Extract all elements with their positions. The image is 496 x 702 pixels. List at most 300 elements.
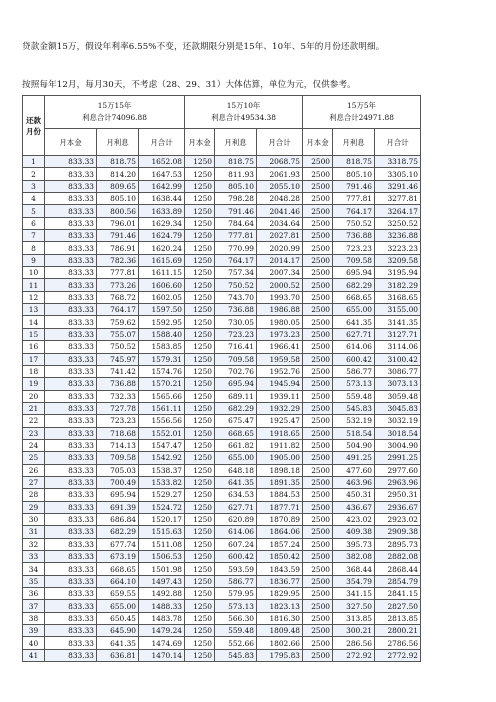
value-cell: 833.33 <box>45 353 97 365</box>
value-cell: 1515.63 <box>139 526 185 538</box>
value-cell: 764.17 <box>97 304 139 316</box>
table-row <box>23 551 421 563</box>
value-cell: 2500 <box>303 328 333 340</box>
month-cell: 1 <box>23 156 45 168</box>
value-cell: 833.33 <box>45 551 97 563</box>
table-row <box>23 304 421 316</box>
value-cell: 833.33 <box>45 513 97 525</box>
value-cell: 1250 <box>185 476 215 488</box>
value-cell: 3305.10 <box>375 168 421 180</box>
value-cell: 791.46 <box>215 205 257 217</box>
value-cell: 3141.35 <box>375 316 421 328</box>
table-row <box>23 526 421 538</box>
value-cell: 2500 <box>303 279 333 291</box>
value-cell: 659.55 <box>97 588 139 600</box>
value-cell: 664.10 <box>97 575 139 587</box>
month-cell: 22 <box>23 415 45 427</box>
value-cell: 1602.05 <box>139 291 185 303</box>
value-cell: 2500 <box>303 600 333 612</box>
value-cell: 559.48 <box>333 390 375 402</box>
value-cell: 1633.89 <box>139 205 185 217</box>
value-cell: 800.56 <box>97 205 139 217</box>
value-cell: 709.58 <box>97 452 139 464</box>
value-cell: 833.33 <box>45 402 97 414</box>
value-cell: 757.34 <box>215 267 257 279</box>
value-cell: 586.77 <box>215 575 257 587</box>
value-cell: 614.06 <box>215 526 257 538</box>
month-cell: 9 <box>23 254 45 266</box>
value-cell: 818.75 <box>333 156 375 168</box>
table-row <box>23 513 421 525</box>
value-cell: 3114.06 <box>375 341 421 353</box>
value-cell: 313.85 <box>333 612 375 624</box>
value-cell: 1250 <box>185 551 215 563</box>
table-row <box>23 415 421 427</box>
value-cell: 2500 <box>303 538 333 550</box>
value-cell: 1250 <box>185 452 215 464</box>
value-cell: 341.15 <box>333 588 375 600</box>
value-cell: 1250 <box>185 464 215 476</box>
value-cell: 1250 <box>185 365 215 377</box>
value-cell: 716.41 <box>215 341 257 353</box>
value-cell: 1891.35 <box>257 476 303 488</box>
group-header-5y <box>303 96 421 129</box>
value-cell: 809.65 <box>97 180 139 192</box>
value-cell: 833.33 <box>45 390 97 402</box>
value-cell: 1620.24 <box>139 242 185 254</box>
group-subtitle-15y: 利息合计74096.88 <box>82 113 147 122</box>
value-cell: 798.28 <box>215 193 257 205</box>
value-cell: 833.33 <box>45 415 97 427</box>
value-cell: 2500 <box>303 489 333 501</box>
value-cell: 833.33 <box>45 452 97 464</box>
intro-line-1: 贷款金额15万，假设年利率6.55%不变，还款期限分别是15年、10年、5年的月份还款明细。 <box>22 42 385 52</box>
month-cell: 40 <box>23 637 45 649</box>
value-cell: 2800.21 <box>375 625 421 637</box>
value-cell: 2034.64 <box>257 217 303 229</box>
month-cell: 36 <box>23 588 45 600</box>
month-cell: 2 <box>23 168 45 180</box>
value-cell: 732.33 <box>97 390 139 402</box>
value-cell: 504.90 <box>333 439 375 451</box>
value-cell: 2500 <box>303 193 333 205</box>
value-cell: 673.19 <box>97 551 139 563</box>
value-cell: 661.82 <box>215 439 257 451</box>
month-row-header <box>23 96 45 156</box>
value-cell: 2813.85 <box>375 612 421 624</box>
table-row <box>23 464 421 476</box>
value-cell: 2909.38 <box>375 526 421 538</box>
table-row <box>23 402 421 414</box>
table-row <box>23 501 421 513</box>
month-cell: 38 <box>23 612 45 624</box>
value-cell: 272.92 <box>333 649 375 661</box>
value-cell: 2500 <box>303 575 333 587</box>
value-cell: 1250 <box>185 402 215 414</box>
table-row <box>23 489 421 501</box>
value-cell: 655.00 <box>215 452 257 464</box>
value-cell: 1250 <box>185 316 215 328</box>
value-cell: 833.33 <box>45 439 97 451</box>
value-cell: 1939.11 <box>257 390 303 402</box>
value-cell: 1624.79 <box>139 230 185 242</box>
value-cell: 2027.81 <box>257 230 303 242</box>
value-cell: 1511.08 <box>139 538 185 550</box>
value-cell: 1829.95 <box>257 588 303 600</box>
value-cell: 327.50 <box>333 600 375 612</box>
value-cell: 634.53 <box>215 489 257 501</box>
value-cell: 1250 <box>185 489 215 501</box>
value-cell: 1250 <box>185 353 215 365</box>
value-cell: 1857.24 <box>257 538 303 550</box>
col-header: 月利息 <box>333 129 375 156</box>
value-cell: 833.33 <box>45 649 97 661</box>
value-cell: 814.20 <box>97 168 139 180</box>
value-cell: 2000.52 <box>257 279 303 291</box>
value-cell: 552.66 <box>215 637 257 649</box>
value-cell: 3195.94 <box>375 267 421 279</box>
value-cell: 1250 <box>185 217 215 229</box>
value-cell: 477.60 <box>333 464 375 476</box>
value-cell: 833.33 <box>45 341 97 353</box>
month-cell: 35 <box>23 575 45 587</box>
value-cell: 636.81 <box>97 649 139 661</box>
value-cell: 1652.08 <box>139 156 185 168</box>
table-row <box>23 168 421 180</box>
value-cell: 2500 <box>303 526 333 538</box>
value-cell: 1642.99 <box>139 180 185 192</box>
value-cell: 1524.72 <box>139 501 185 513</box>
value-cell: 1809.48 <box>257 625 303 637</box>
value-cell: 2827.50 <box>375 600 421 612</box>
value-cell: 736.88 <box>215 304 257 316</box>
table-row <box>23 341 421 353</box>
value-cell: 723.23 <box>333 242 375 254</box>
value-cell: 1877.71 <box>257 501 303 513</box>
value-cell: 1250 <box>185 588 215 600</box>
month-cell: 18 <box>23 365 45 377</box>
value-cell: 1629.34 <box>139 217 185 229</box>
value-cell: 1647.53 <box>139 168 185 180</box>
value-cell: 286.56 <box>333 637 375 649</box>
value-cell: 655.00 <box>97 600 139 612</box>
value-cell: 1905.00 <box>257 452 303 464</box>
month-cell: 41 <box>23 649 45 661</box>
value-cell: 1986.88 <box>257 304 303 316</box>
table-row <box>23 267 421 279</box>
value-cell: 764.17 <box>333 205 375 217</box>
month-cell: 26 <box>23 464 45 476</box>
table-row <box>23 180 421 192</box>
value-cell: 1250 <box>185 254 215 266</box>
table-row <box>23 205 421 217</box>
value-cell: 2500 <box>303 649 333 661</box>
value-cell: 1583.85 <box>139 341 185 353</box>
value-cell: 700.49 <box>97 476 139 488</box>
value-cell: 1870.89 <box>257 513 303 525</box>
value-cell: 641.35 <box>215 476 257 488</box>
col-header: 月合计 <box>375 129 421 156</box>
value-cell: 773.26 <box>97 279 139 291</box>
value-cell: 1556.56 <box>139 415 185 427</box>
value-cell: 755.07 <box>97 328 139 340</box>
value-cell: 2772.92 <box>375 649 421 661</box>
value-cell: 573.13 <box>333 378 375 390</box>
value-cell: 627.71 <box>333 328 375 340</box>
value-cell: 833.33 <box>45 427 97 439</box>
value-cell: 727.78 <box>97 402 139 414</box>
value-cell: 491.25 <box>333 452 375 464</box>
value-cell: 1250 <box>185 390 215 402</box>
value-cell: 1479.24 <box>139 625 185 637</box>
value-cell: 1843.59 <box>257 563 303 575</box>
table-row <box>23 390 421 402</box>
value-cell: 2500 <box>303 464 333 476</box>
month-cell: 30 <box>23 513 45 525</box>
value-cell: 682.29 <box>97 526 139 538</box>
value-cell: 607.24 <box>215 538 257 550</box>
month-cell: 37 <box>23 600 45 612</box>
value-cell: 691.39 <box>97 501 139 513</box>
value-cell: 818.75 <box>215 156 257 168</box>
table-row <box>23 279 421 291</box>
value-cell: 702.76 <box>215 365 257 377</box>
value-cell: 796.01 <box>97 217 139 229</box>
value-cell: 1993.70 <box>257 291 303 303</box>
value-cell: 1250 <box>185 649 215 661</box>
month-cell: 27 <box>23 476 45 488</box>
table-row <box>23 439 421 451</box>
value-cell: 1250 <box>185 304 215 316</box>
value-cell: 2500 <box>303 637 333 649</box>
table-row <box>23 217 421 229</box>
value-cell: 545.83 <box>215 649 257 661</box>
value-cell: 1542.92 <box>139 452 185 464</box>
value-cell: 791.46 <box>333 180 375 192</box>
value-cell: 677.74 <box>97 538 139 550</box>
value-cell: 1816.30 <box>257 612 303 624</box>
value-cell: 436.67 <box>333 501 375 513</box>
value-cell: 668.65 <box>97 563 139 575</box>
value-cell: 3100.42 <box>375 353 421 365</box>
value-cell: 833.33 <box>45 575 97 587</box>
value-cell: 2895.73 <box>375 538 421 550</box>
value-cell: 3168.65 <box>375 291 421 303</box>
value-cell: 1250 <box>185 230 215 242</box>
value-cell: 833.33 <box>45 217 97 229</box>
value-cell: 600.42 <box>215 551 257 563</box>
table-row <box>23 156 421 168</box>
col-header: 月利息 <box>215 129 257 156</box>
month-cell: 11 <box>23 279 45 291</box>
value-cell: 2500 <box>303 365 333 377</box>
value-cell: 2977.60 <box>375 464 421 476</box>
col-header: 月合计 <box>257 129 303 156</box>
group-title-10y: 15万10年 <box>226 101 261 110</box>
value-cell: 3059.48 <box>375 390 421 402</box>
month-cell: 15 <box>23 328 45 340</box>
value-cell: 1823.13 <box>257 600 303 612</box>
value-cell: 723.23 <box>97 415 139 427</box>
value-cell: 682.29 <box>333 279 375 291</box>
value-cell: 730.05 <box>215 316 257 328</box>
value-cell: 1932.29 <box>257 402 303 414</box>
value-cell: 2500 <box>303 390 333 402</box>
value-cell: 741.42 <box>97 365 139 377</box>
table-row <box>23 254 421 266</box>
value-cell: 2923.02 <box>375 513 421 525</box>
value-cell: 586.77 <box>333 365 375 377</box>
value-cell: 1250 <box>185 291 215 303</box>
value-cell: 1925.47 <box>257 415 303 427</box>
value-cell: 1250 <box>185 279 215 291</box>
value-cell: 655.00 <box>333 304 375 316</box>
value-cell: 777.81 <box>215 230 257 242</box>
value-cell: 1250 <box>185 538 215 550</box>
value-cell: 709.58 <box>215 353 257 365</box>
value-cell: 805.10 <box>97 193 139 205</box>
value-cell: 1520.17 <box>139 513 185 525</box>
value-cell: 833.33 <box>45 230 97 242</box>
value-cell: 3318.75 <box>375 156 421 168</box>
month-cell: 25 <box>23 452 45 464</box>
value-cell: 833.33 <box>45 291 97 303</box>
value-cell: 2500 <box>303 588 333 600</box>
value-cell: 750.52 <box>215 279 257 291</box>
value-cell: 3236.88 <box>375 230 421 242</box>
value-cell: 518.54 <box>333 427 375 439</box>
value-cell: 2041.46 <box>257 205 303 217</box>
col-header: 月合计 <box>139 129 185 156</box>
value-cell: 2882.08 <box>375 551 421 563</box>
table-row <box>23 193 421 205</box>
month-cell: 3 <box>23 180 45 192</box>
value-cell: 811.93 <box>215 168 257 180</box>
value-cell: 600.42 <box>333 353 375 365</box>
value-cell: 1980.05 <box>257 316 303 328</box>
value-cell: 777.81 <box>333 193 375 205</box>
table-row <box>23 649 421 661</box>
value-cell: 2500 <box>303 625 333 637</box>
value-cell: 833.33 <box>45 365 97 377</box>
month-row-header-part: 月份 <box>26 126 41 136</box>
value-cell: 1588.40 <box>139 328 185 340</box>
value-cell: 2500 <box>303 242 333 254</box>
value-cell: 675.47 <box>215 415 257 427</box>
value-cell: 1615.69 <box>139 254 185 266</box>
value-cell: 786.91 <box>97 242 139 254</box>
month-cell: 13 <box>23 304 45 316</box>
value-cell: 3004.90 <box>375 439 421 451</box>
value-cell: 2500 <box>303 476 333 488</box>
value-cell: 1250 <box>185 600 215 612</box>
value-cell: 833.33 <box>45 637 97 649</box>
group-header-10y <box>185 96 303 129</box>
month-cell: 32 <box>23 538 45 550</box>
value-cell: 2936.67 <box>375 501 421 513</box>
value-cell: 1850.42 <box>257 551 303 563</box>
value-cell: 1250 <box>185 378 215 390</box>
month-row-header-part: 还款 <box>26 115 41 125</box>
value-cell: 1470.14 <box>139 649 185 661</box>
value-cell: 300.21 <box>333 625 375 637</box>
month-cell: 8 <box>23 242 45 254</box>
value-cell: 545.83 <box>333 402 375 414</box>
month-cell: 24 <box>23 439 45 451</box>
value-cell: 1574.76 <box>139 365 185 377</box>
value-cell: 463.96 <box>333 476 375 488</box>
value-cell: 2500 <box>303 156 333 168</box>
value-cell: 833.33 <box>45 625 97 637</box>
table-row <box>23 242 421 254</box>
value-cell: 1918.65 <box>257 427 303 439</box>
value-cell: 791.46 <box>97 230 139 242</box>
value-cell: 833.33 <box>45 168 97 180</box>
value-cell: 770.99 <box>215 242 257 254</box>
value-cell: 689.11 <box>215 390 257 402</box>
value-cell: 833.33 <box>45 316 97 328</box>
value-cell: 2500 <box>303 254 333 266</box>
value-cell: 2048.28 <box>257 193 303 205</box>
value-cell: 1250 <box>185 427 215 439</box>
value-cell: 3086.77 <box>375 365 421 377</box>
value-cell: 3155.00 <box>375 304 421 316</box>
value-cell: 2500 <box>303 304 333 316</box>
value-cell: 2950.31 <box>375 489 421 501</box>
value-cell: 3182.29 <box>375 279 421 291</box>
value-cell: 1579.31 <box>139 353 185 365</box>
value-cell: 1973.23 <box>257 328 303 340</box>
value-cell: 1638.44 <box>139 193 185 205</box>
value-cell: 833.33 <box>45 328 97 340</box>
value-cell: 1250 <box>185 180 215 192</box>
month-cell: 10 <box>23 267 45 279</box>
repayment-table-wrapper <box>22 95 421 662</box>
value-cell: 614.06 <box>333 341 375 353</box>
value-cell: 368.44 <box>333 563 375 575</box>
value-cell: 833.33 <box>45 501 97 513</box>
month-cell: 4 <box>23 193 45 205</box>
month-cell: 28 <box>23 489 45 501</box>
value-cell: 686.84 <box>97 513 139 525</box>
value-cell: 566.30 <box>215 612 257 624</box>
value-cell: 833.33 <box>45 464 97 476</box>
table-row <box>23 637 421 649</box>
value-cell: 2500 <box>303 168 333 180</box>
value-cell: 718.68 <box>97 427 139 439</box>
value-cell: 1533.82 <box>139 476 185 488</box>
month-cell: 5 <box>23 205 45 217</box>
value-cell: 668.65 <box>215 427 257 439</box>
value-cell: 2007.34 <box>257 267 303 279</box>
value-cell: 736.88 <box>97 378 139 390</box>
value-cell: 3264.17 <box>375 205 421 217</box>
value-cell: 409.38 <box>333 526 375 538</box>
month-cell: 21 <box>23 402 45 414</box>
value-cell: 2500 <box>303 452 333 464</box>
value-cell: 2500 <box>303 180 333 192</box>
table-row <box>23 612 421 624</box>
table-row <box>23 538 421 550</box>
value-cell: 641.35 <box>97 637 139 649</box>
value-cell: 1529.27 <box>139 489 185 501</box>
value-cell: 833.33 <box>45 600 97 612</box>
value-cell: 648.18 <box>215 464 257 476</box>
group-title-5y: 15万5年 <box>347 101 376 110</box>
value-cell: 3209.58 <box>375 254 421 266</box>
value-cell: 833.33 <box>45 538 97 550</box>
month-cell: 7 <box>23 230 45 242</box>
